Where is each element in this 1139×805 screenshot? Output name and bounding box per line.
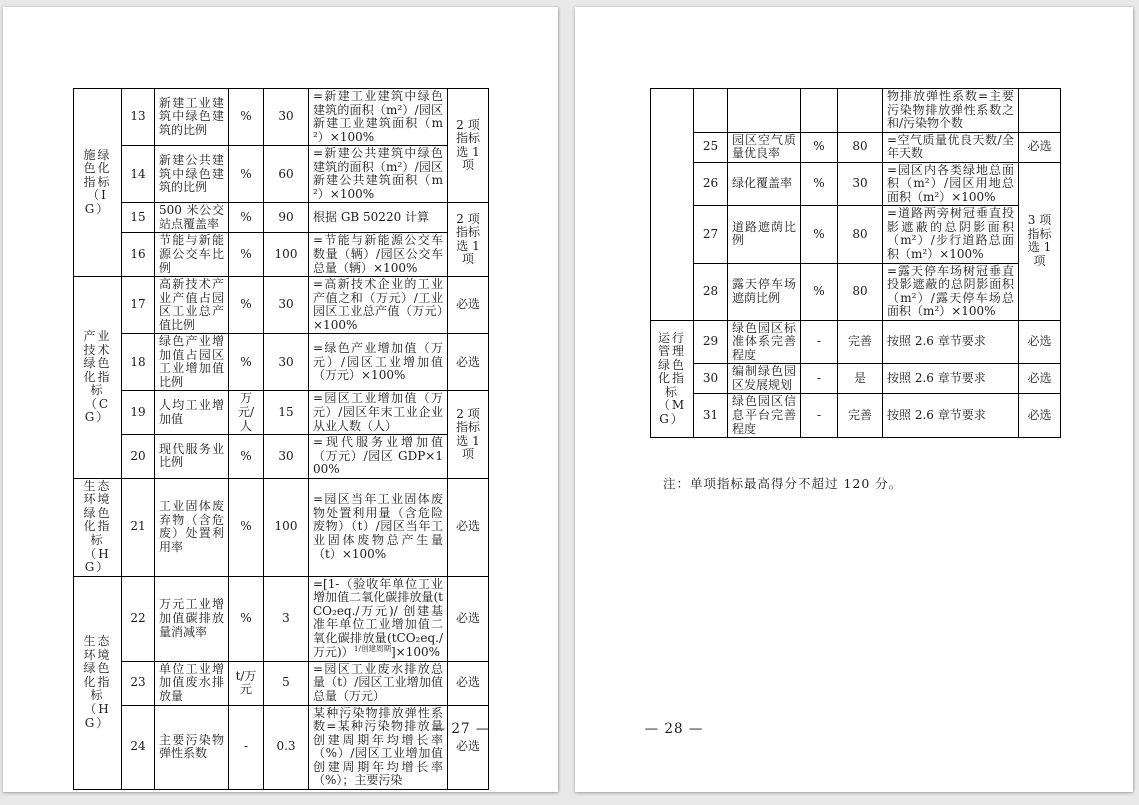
cell-unit: 万元/人	[229, 391, 264, 435]
cell-indicator: 500 米公交站点覆盖率	[155, 203, 229, 233]
cell-selection: 必选	[448, 661, 489, 705]
formula-main: =[1-（验收年单位工业增加值二氧化碳排放量(tCO₂eq./万元)/ 创建基准年单位工业增加值二氧化碳排放量(tCO₂eq./万元)）	[313, 576, 443, 660]
cell-unit: %	[229, 478, 264, 576]
cell-value	[838, 89, 883, 133]
cell-formula: 根据 GB 50220 计算	[309, 203, 448, 233]
cell-category: 运行管理绿色化指标（MG）	[651, 320, 694, 437]
cell-selection: 2 项指标选 1 项	[448, 391, 489, 478]
cell-num: 21	[122, 478, 155, 576]
formula-tail: ]×100%	[391, 645, 441, 660]
cell-indicator	[728, 89, 801, 133]
table-row	[651, 320, 1061, 364]
cell-value: 30	[264, 334, 309, 391]
page-number-27: — 27 —	[431, 721, 491, 737]
cell-value: 30	[264, 435, 309, 479]
cell-indicator: 绿色产业增加值占园区工业增加值比例	[155, 334, 229, 391]
cell-unit: %	[229, 576, 264, 661]
cell-unit: -	[801, 320, 838, 364]
cell-value: 完善	[838, 320, 883, 364]
cell-category	[651, 89, 694, 321]
cell-formula: =绿色产业增加值（万元）/园区工业增加值（万元）×100%	[309, 334, 448, 391]
cell-formula: =露天停车场树冠垂直投影遮蔽的总阴影面积（m²）/露天停车场总面积（m²）×100%	[883, 263, 1019, 320]
cell-formula: =园区工业废水排放总量（t）/园区工业增加值总量（万元）	[309, 661, 448, 705]
cell-indicator: 编制绿色园区发展规划	[728, 364, 801, 394]
cell-unit: %	[229, 435, 264, 479]
cell-selection: 必选	[448, 334, 489, 391]
page-number-28: — 28 —	[644, 721, 704, 737]
cell-value: 15	[264, 391, 309, 435]
cell-unit: -	[801, 364, 838, 394]
cell-category: 产业技术绿色化指标（CG）	[74, 277, 122, 479]
cell-num	[694, 89, 728, 133]
cell-indicator: 工业固体废弃物（含危废）处置利用率	[155, 478, 229, 576]
cell-indicator: 新建公共建筑中绿色建筑的比例	[155, 146, 229, 203]
cell-num: 30	[694, 364, 728, 394]
cell-unit: %	[801, 132, 838, 162]
cell-formula: =道路两旁树冠垂直投影遮蔽的总阴影面积（m²）/步行道路总面积（m²）×100%	[883, 206, 1019, 263]
cell-value: 100	[264, 478, 309, 576]
cell-unit: -	[801, 394, 838, 438]
cell-unit: %	[229, 146, 264, 203]
table-row	[651, 263, 1061, 320]
cell-selection: 必选	[448, 576, 489, 661]
cell-selection: 必选	[1019, 320, 1061, 364]
table-row	[651, 132, 1061, 162]
table-row	[74, 391, 489, 435]
table-row	[651, 364, 1061, 394]
table-row	[651, 89, 1061, 133]
indicator-table-rows-13-24	[73, 88, 489, 790]
cell-num: 15	[122, 203, 155, 233]
cell-value: 60	[264, 146, 309, 203]
cell-formula: 物排放弹性系数=主要污染物排放弹性系数之和/污染物个数	[883, 89, 1019, 133]
table-row	[74, 334, 489, 391]
cell-selection: 2 项指标选 1 项	[448, 203, 489, 277]
cell-num: 20	[122, 435, 155, 479]
cell-formula: 按照 2.6 章节要求	[883, 394, 1019, 438]
cell-num: 18	[122, 334, 155, 391]
cell-formula: =新建公共建筑中绿色建筑的面积（m²）/园区新建公共建筑面积（m²）×100%	[309, 146, 448, 203]
cell-num: 23	[122, 661, 155, 705]
cell-value: 80	[838, 132, 883, 162]
cell-indicator: 绿色园区标准体系完善程度	[728, 320, 801, 364]
cell-unit: -	[229, 705, 264, 789]
cell-num: 27	[694, 206, 728, 263]
table-row	[651, 206, 1061, 263]
cell-unit: %	[229, 233, 264, 277]
cell-value: 80	[838, 206, 883, 263]
cell-unit: %	[801, 162, 838, 206]
cell-value: 0.3	[264, 705, 309, 789]
cell-unit: t/万元	[229, 661, 264, 705]
cell-unit: %	[229, 89, 264, 146]
cell-selection	[1019, 89, 1061, 133]
cell-formula: =空气质量优良天数/全年天数	[883, 132, 1019, 162]
cell-formula: =节能与新能源公交车数量（辆）/园区公交车总量（辆）×100%	[309, 233, 448, 277]
cell-indicator: 高新技术产业产值占园区工业总产值比例	[155, 277, 229, 334]
cell-num: 14	[122, 146, 155, 203]
cell-selection: 必选	[448, 705, 489, 789]
cell-category: 生态环境绿色化指标（HG）	[74, 576, 122, 789]
cell-value: 80	[838, 263, 883, 320]
cell-indicator: 绿色园区信息平台完善程度	[728, 394, 801, 438]
cell-formula: =新建工业建筑中绿色建筑的面积（m²）/园区新建工业建筑面积（m²）×100%	[309, 89, 448, 146]
cell-formula: =现代服务业增加值（万元）/园区 GDP×100%	[309, 435, 448, 479]
indicator-table-rows-25-31	[650, 88, 1061, 438]
cell-value: 5	[264, 661, 309, 705]
cell-formula: 按照 2.6 章节要求	[883, 320, 1019, 364]
table-row	[74, 435, 489, 479]
cell-formula: 某种污染物排放弹性系数=某种污染物排放量创建周期年均增长率（%）/园区工业增加值创建周期年均增长率（%）；主要污染	[309, 705, 448, 789]
cell-indicator: 新建工业建筑中绿色建筑的比例	[155, 89, 229, 146]
table-note: 注：单项指标最高得分不超过 120 分。	[663, 476, 903, 491]
cell-unit: %	[229, 334, 264, 391]
cell-formula: =园区工业增加值（万元）/园区年末工业企业从业人数（人）	[309, 391, 448, 435]
cell-indicator: 露天停车场遮荫比例	[728, 263, 801, 320]
cell-value: 30	[264, 277, 309, 334]
cell-unit: %	[801, 263, 838, 320]
cell-indicator: 单位工业增加值废水排放量	[155, 661, 229, 705]
cell-formula	[309, 576, 448, 661]
cell-formula: =园区当年工业固体废物处置利用量（含危险废物）（t）/园区当年工业固体废物总产生量（t）×100%	[309, 478, 448, 576]
cell-unit: %	[229, 203, 264, 233]
cell-num: 28	[694, 263, 728, 320]
cell-value: 90	[264, 203, 309, 233]
cell-num: 26	[694, 162, 728, 206]
cell-indicator: 现代服务业比例	[155, 435, 229, 479]
page-28	[575, 7, 1133, 792]
cell-selection: 必选	[448, 277, 489, 334]
cell-num: 22	[122, 576, 155, 661]
table-row	[651, 162, 1061, 206]
page-27	[3, 7, 558, 792]
cell-num: 13	[122, 89, 155, 146]
cell-num: 29	[694, 320, 728, 364]
cell-num: 19	[122, 391, 155, 435]
cell-selection: 3 项指标选 1 项	[1019, 162, 1061, 320]
table-row	[74, 705, 489, 789]
table-row	[74, 576, 489, 661]
cell-formula: =高新技术企业的工业产值之和（万元）/工业园区工业总产值（万元）×100%	[309, 277, 448, 334]
cell-indicator: 园区空气质量优良率	[728, 132, 801, 162]
cell-value: 100	[264, 233, 309, 277]
cell-indicator: 节能与新能源公交车比例	[155, 233, 229, 277]
table-row	[74, 661, 489, 705]
cell-unit: %	[229, 277, 264, 334]
cell-unit: %	[801, 206, 838, 263]
table-row	[74, 478, 489, 576]
table-row	[74, 233, 489, 277]
cell-formula: =园区内各类绿地总面积（m²）/园区用地总面积（m²）×100%	[883, 162, 1019, 206]
cell-num: 17	[122, 277, 155, 334]
table-row	[651, 394, 1061, 438]
formula-exponent: 1/创建周期	[353, 644, 391, 654]
cell-selection: 必选	[1019, 364, 1061, 394]
cell-value: 是	[838, 364, 883, 394]
cell-selection: 2 项指标选 1 项	[448, 89, 489, 203]
cell-value: 30	[264, 89, 309, 146]
cell-value: 30	[838, 162, 883, 206]
cell-unit	[801, 89, 838, 133]
cell-selection: 必选	[1019, 394, 1061, 438]
cell-selection: 必选	[1019, 132, 1061, 162]
cell-num: 31	[694, 394, 728, 438]
cell-category: 施绿色化指标（IG）	[74, 89, 122, 277]
cell-num: 25	[694, 132, 728, 162]
cell-num: 24	[122, 705, 155, 789]
cell-indicator: 人均工业增加值	[155, 391, 229, 435]
cell-value: 3	[264, 576, 309, 661]
cell-formula: 按照 2.6 章节要求	[883, 364, 1019, 394]
cell-num: 16	[122, 233, 155, 277]
cell-value: 完善	[838, 394, 883, 438]
cell-indicator: 主要污染物弹性系数	[155, 705, 229, 789]
cell-selection: 必选	[448, 478, 489, 576]
table-row	[74, 89, 489, 146]
cell-indicator: 道路遮荫比例	[728, 206, 801, 263]
table-row	[74, 146, 489, 203]
table-row	[74, 277, 489, 334]
cell-indicator: 万元工业增加值碳排放量消减率	[155, 576, 229, 661]
table-row	[74, 203, 489, 233]
cell-indicator: 绿化覆盖率	[728, 162, 801, 206]
cell-category: 生态环境绿色化指标（HG）	[74, 478, 122, 576]
